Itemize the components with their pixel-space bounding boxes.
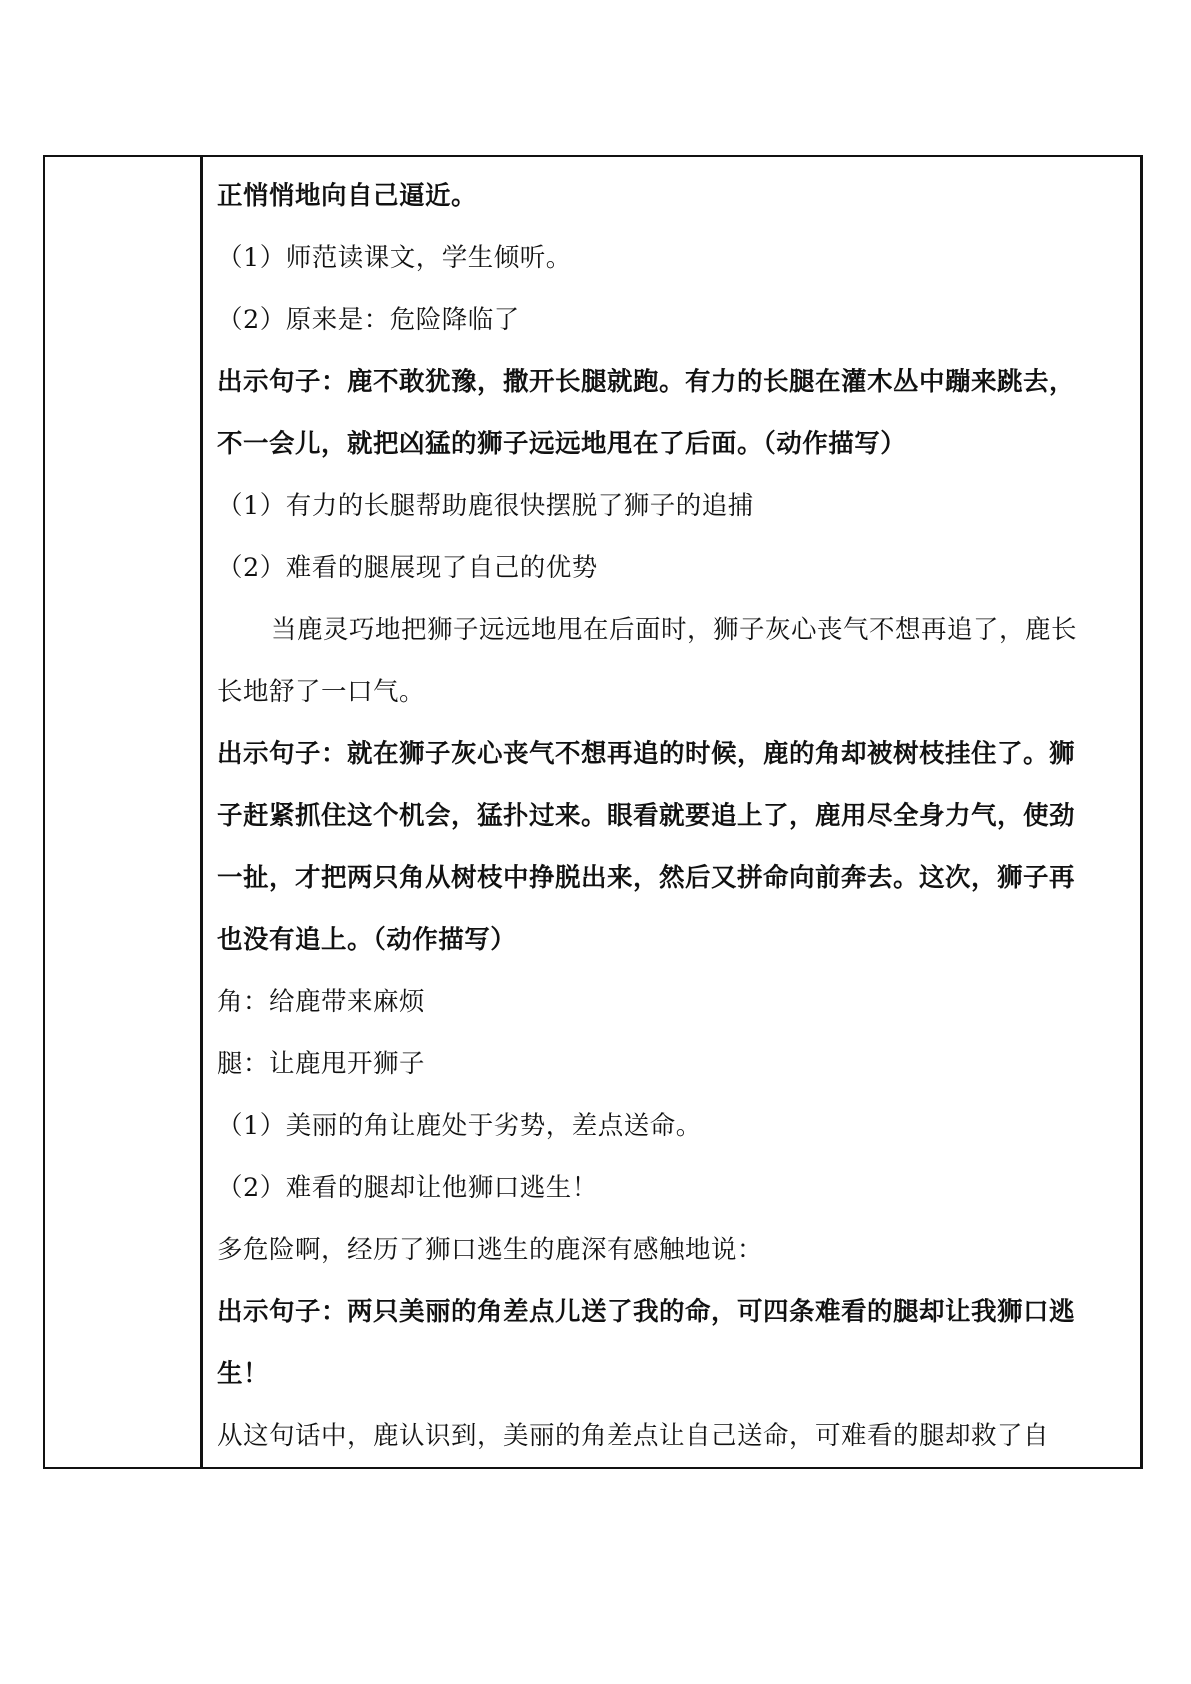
lesson-content	[203, 157, 1140, 1467]
text-line: 腿：让鹿甩开狮子	[217, 1049, 426, 1079]
text-line: （1）美丽的角让鹿处于劣势，差点送命。	[217, 1111, 702, 1141]
text-line: （2）难看的腿展现了自己的优势	[217, 553, 598, 583]
content-cell	[202, 156, 1142, 1468]
text-line: 从这句话中，鹿认识到，美丽的角差点让自己送命，可难看的腿却救了自	[217, 1421, 1050, 1451]
table-row	[44, 156, 1142, 1468]
text-line: 多危险啊，经历了狮口逃生的鹿深有感触地说：	[217, 1235, 764, 1265]
text-line: （2）原来是：危险降临了	[217, 305, 520, 335]
text-line: 不一会儿，就把凶猛的狮子远远地甩在了后面。（动作描写）	[217, 429, 907, 459]
left-empty-cell	[44, 156, 202, 1468]
document-table	[43, 155, 1143, 1469]
text-line: （2）难看的腿却让他狮口逃生！	[217, 1173, 598, 1203]
text-line: 长地舒了一口气。	[217, 677, 426, 707]
text-line: 一扯，才把两只角从树枝中挣脱出来，然后又拼命向前奔去。这次，狮子再	[217, 863, 1076, 893]
text-line: 子赶紧抓住这个机会，猛扑过来。眼看就要追上了，鹿用尽全身力气，使劲	[217, 801, 1076, 831]
text-line: 生！	[217, 1359, 270, 1389]
text-line: 角：给鹿带来麻烦	[217, 987, 426, 1017]
text-line: 正悄悄地向自己逼近。	[217, 181, 478, 211]
text-line: 也没有追上。（动作描写）	[217, 925, 517, 955]
text-line: 出示句子：就在狮子灰心丧气不想再追的时候，鹿的角却被树枝挂住了。狮	[217, 739, 1076, 769]
text-line: 当鹿灵巧地把狮子远远地甩在后面时，狮子灰心丧气不想再追了，鹿长	[271, 615, 1078, 645]
text-line: 出示句子：鹿不敢犹豫，撒开长腿就跑。有力的长腿在灌木丛中蹦来跳去，	[217, 367, 1076, 397]
text-line: （1）有力的长腿帮助鹿很快摆脱了狮子的追捕	[217, 491, 754, 521]
text-line: 出示句子：两只美丽的角差点儿送了我的命，可四条难看的腿却让我狮口逃	[217, 1297, 1076, 1327]
text-line: （1）师范读课文，学生倾听。	[217, 243, 572, 273]
